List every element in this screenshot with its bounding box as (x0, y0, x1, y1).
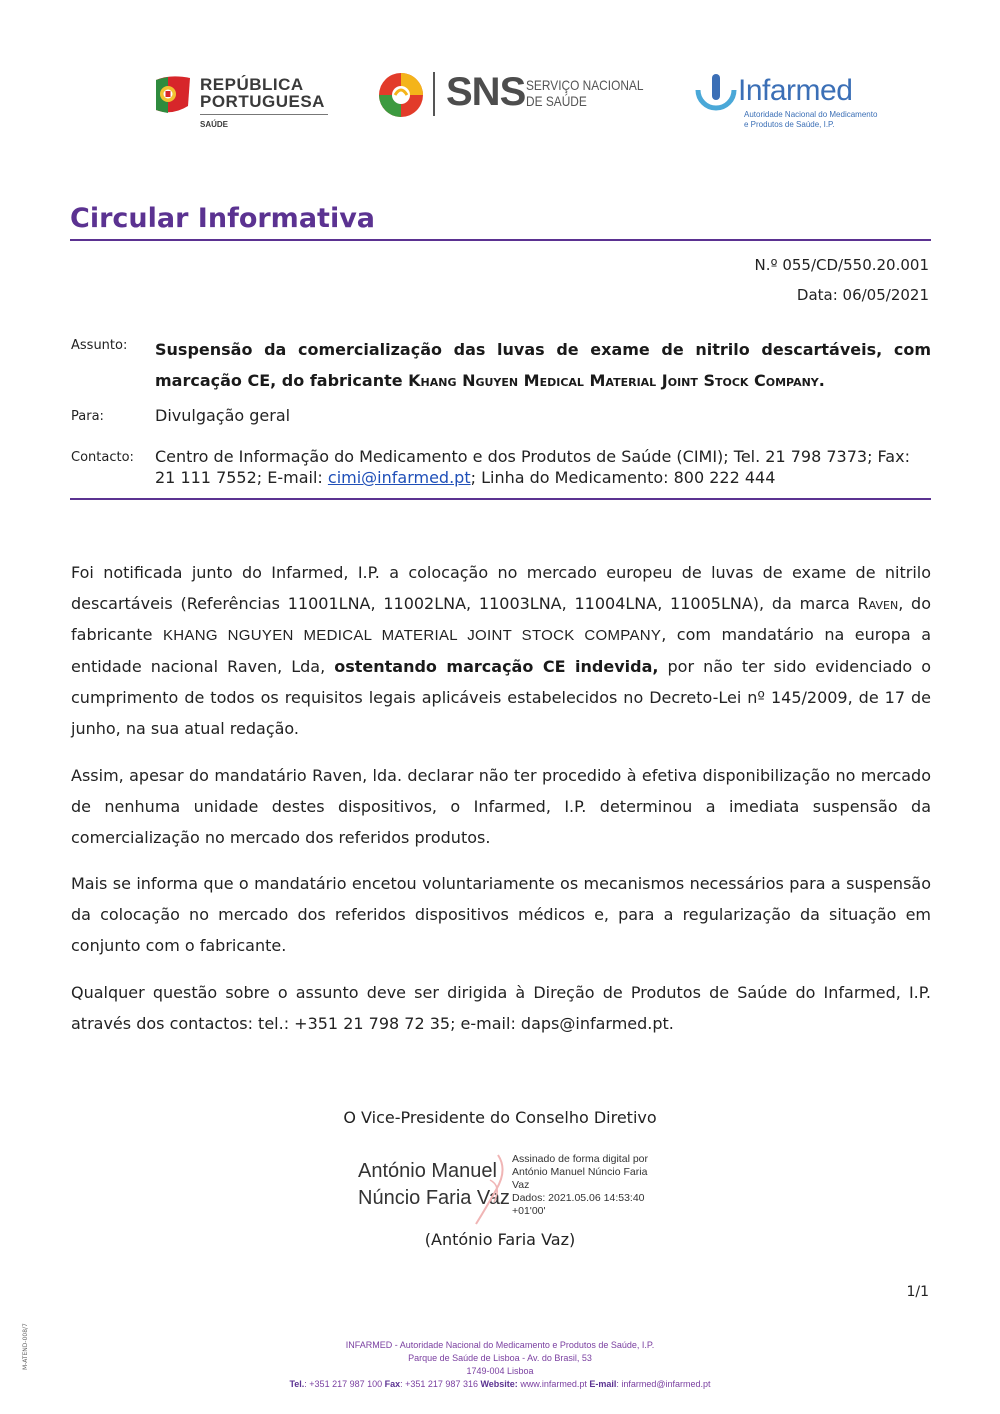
signature-name-line-2: Núncio Faria Vaz (358, 1187, 510, 1209)
logo-divider (433, 72, 435, 116)
contact-part2: ; Linha do Medicamento: 800 222 444 (470, 468, 776, 487)
subject-text (155, 334, 931, 396)
infarmed-subtitle-2: e Produtos de Saúde, I.P. (744, 120, 835, 129)
infarmed-emblem-icon (694, 72, 738, 118)
digital-sig-line-1: Assinado de forma digital por (512, 1153, 648, 1165)
digital-signature-details (512, 1153, 672, 1218)
body-paragraph-3: Mais se informa que o mandatário encetou voluntariamente os mecanismos necessários para a suspensão da colocação no mercado dos referidos dispositivos médicos e, para a regularização da situação em conjunto com o fabricante. (71, 874, 931, 955)
p1-text-b: , do fabricante (71, 594, 931, 644)
subject-company: Khang Nguyen Medical Material Joint Stock Company (408, 371, 819, 390)
footer-email[interactable]: : infarmed@infarmed.pt (616, 1379, 711, 1389)
logo-rule (200, 114, 328, 115)
republica-text: REPÚBLICA (200, 75, 304, 94)
to-label: Para: (71, 409, 104, 424)
subject-end: . (818, 371, 825, 390)
p1-brand: Raven (857, 594, 899, 613)
p1-text-d: por não ter sido evidenciado o cumprimento de todos os requisitos legais aplicáveis estabelecidos no Decreto-Lei nº 145/2009, de 17 de junho, na sua atual redação. (71, 657, 932, 738)
subject-main: Suspensão da comercialização das luvas de exame de nitrilo descartáveis, com marcação CE, do fabricante (155, 340, 931, 390)
footer-tel-label: Tel. (289, 1379, 305, 1389)
digital-sig-line-2: António Manuel Núncio Faria (512, 1166, 648, 1178)
contact-email-link[interactable]: cimi@infarmed.pt (327, 468, 471, 487)
portuguesa-text: PORTUGUESA (200, 92, 325, 111)
body-paragraph-2: Assim, apesar do mandatário Raven, lda. declarar não ter procedido à efetiva disponibilização no mercado de nenhuma unidade destes dispositivos, o Infarmed, I.P. determinou a imediata suspensão da comercialização no mercado dos referidos produtos. (71, 766, 931, 847)
saude-text: SAÚDE (200, 120, 229, 129)
infarmed-name: Infarmed (738, 74, 853, 107)
sns-subtitle-1: SERVIÇO NACIONAL (526, 77, 644, 93)
digital-sig-line-5: +01'00' (512, 1205, 546, 1217)
form-code: M-ATEND-008/7 (22, 1323, 29, 1370)
footer-tel: : +351 217 987 100 (304, 1379, 385, 1389)
infarmed-subtitle-1: Autoridade Nacional do Medicamento (744, 110, 878, 119)
digital-sig-line-3: Vaz (512, 1179, 530, 1191)
contact-part1: Centro de Informação do Medicamento e dos Produtos de Saúde (CIMI); Tel. 21 798 7373; Fax: 21 111 7552; E-mail: (155, 447, 910, 487)
sns-logo (376, 70, 651, 122)
contact-label: Contacto: (71, 450, 134, 465)
page-number: 1/1 (906, 1284, 929, 1300)
document-title: Circular Informativa (70, 203, 376, 234)
portugal-flag-icon (150, 72, 196, 118)
footer-line-2: Parque de Saúde de Lisboa - Av. do Brasil, 53 (408, 1353, 592, 1363)
sns-subtitle-2: DE SAÚDE (526, 93, 587, 109)
p1-text-c: , com mandatário na europa a entidade nacional Raven, Lda, (71, 625, 932, 676)
p1-bold: ostentando marcação CE indevida, (334, 657, 659, 676)
sns-text: SNS (446, 70, 526, 114)
signer-name: (António Faria Vaz) (424, 1230, 576, 1249)
body-paragraph-1 (71, 557, 931, 744)
contact-text (155, 446, 931, 488)
infarmed-logo (694, 72, 878, 134)
footer-fax: : +351 217 987 316 (400, 1379, 481, 1389)
footer-line-1: INFARMED - Autoridade Nacional do Medicamento e Produtos de Saúde, I.P. (345, 1340, 655, 1350)
p1-company: KHANG NGUYEN MEDICAL MATERIAL JOINT STOCK COMPANY (162, 627, 662, 644)
signature-name-line-1: António Manuel (358, 1160, 497, 1182)
footer-email-label: E-mail (589, 1379, 617, 1389)
sns-emblem-icon (376, 70, 426, 120)
to-value: Divulgação geral (155, 406, 291, 425)
subject-label: Assunto: (71, 338, 128, 353)
document-date: Data: 06/05/2021 (796, 286, 929, 304)
digital-sig-line-4: Dados: 2021.05.06 14:53:40 (512, 1192, 645, 1204)
footer-web[interactable]: www.infarmed.pt (517, 1379, 590, 1389)
republica-portuguesa-logo (150, 72, 335, 134)
body-paragraph-4: Qualquer questão sobre o assunto deve ser dirigida à Direção de Produtos de Saúde do Infarmed, I.P. através dos contactos: tel.: +351 21 798 72 35; e-mail: daps@infarmed.pt. (71, 983, 931, 1033)
header-divider (70, 498, 931, 500)
signature-scribble-icon (468, 1150, 518, 1230)
reference-number: N.º 055/CD/550.20.001 (754, 256, 929, 274)
footer-contacts (0, 1379, 1000, 1389)
footer-fax-label: Fax (384, 1379, 401, 1389)
signer-role: O Vice-Presidente do Conselho Diretivo (343, 1108, 657, 1127)
footer-line-3: 1749-004 Lisboa (466, 1366, 534, 1376)
footer-web-label: Website: (480, 1379, 518, 1389)
title-divider (70, 239, 931, 241)
p1-text-a: Foi notificada junto do Infarmed, I.P. a colocação no mercado europeu de luvas de exame de nitrilo descartáveis (Referências 11001LNA, 11002LNA, 11003LNA, 11004LNA, 11005LNA), da marca (71, 563, 931, 613)
